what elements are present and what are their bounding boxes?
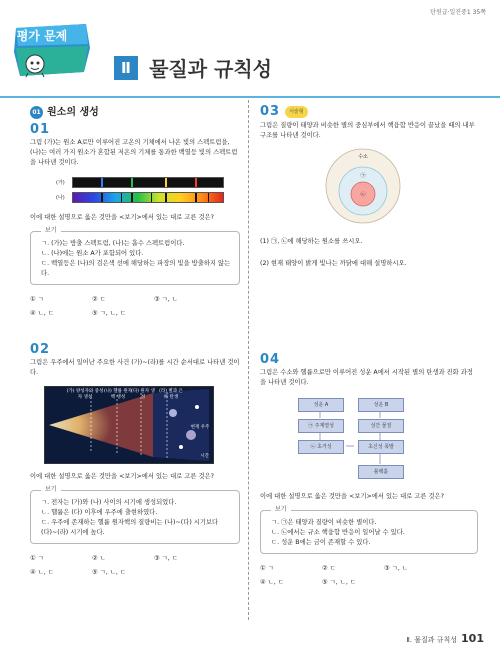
question-02 (30, 342, 240, 578)
bogi-item: ㄷ. 백열등은 (나)의 검은색 선에 해당하는 파장의 빛을 방출하지 않는다. (41, 260, 231, 277)
chapter-title: 물질과 규칙성 (149, 57, 272, 81)
timeline-label-ga: (가) 양성자와 중성자 생성 (66, 389, 104, 400)
answer-choices (260, 564, 478, 588)
spectrum-row-b (56, 192, 240, 203)
choice-2[interactable]: ② ㄷ (322, 565, 336, 572)
question-prompt: 이에 대한 설명으로 옳은 것만을 <보기>에서 있는 대로 고른 것은? (30, 473, 214, 480)
bogi-label: 보기 (41, 226, 61, 236)
chapter-title-wrap (114, 53, 272, 82)
bogi-item: ㄷ. 우주에 존재하는 헬륨 원자핵의 질량비는 (나)~(다) 시기보다 (다)~(라) 시기에 높다. (41, 519, 219, 536)
question-text: 그림은 수소와 헬륨으로만 이루어진 성운 A에서 시작된 별의 탄생과 진화 과정을 나타낸 것이다. (260, 369, 473, 386)
column-divider (248, 100, 249, 620)
bogi-item: ㄷ. 성운 B에는 금이 존재할 수 있다. (271, 539, 371, 546)
question-number: 02 (30, 342, 51, 357)
choice-1[interactable]: ① ㄱ (260, 565, 274, 572)
star-evolution-flowchart (296, 396, 446, 490)
footer-label: Ⅱ. 물질과 규칙성 (406, 636, 458, 644)
spectrum-row-a (56, 177, 240, 188)
universe-timeline-figure (44, 386, 214, 464)
choice-5[interactable]: ⑤ ㄱ, ㄴ, ㄷ (322, 579, 356, 586)
choice-1[interactable]: ① ㄱ (30, 296, 44, 303)
choice-1[interactable]: ① ㄱ (30, 555, 44, 562)
top-note: 탄원급·일진중1 35쪽 (430, 9, 486, 16)
question-text: 그림은 질량이 태양과 비슷한 별의 중심부에서 핵융합 반응이 끝났을 때의 내부 구조를 나타낸 것이다. (260, 122, 475, 139)
right-column (260, 106, 478, 588)
section-number: 01 (30, 106, 43, 119)
question-03 (260, 106, 478, 269)
page-header (0, 0, 500, 96)
bogi-box (260, 506, 478, 554)
bogi-item: ㄱ. (가)는 방출 스펙트럼, (나)는 흡수 스펙트럼이다. (41, 240, 185, 247)
question-number: 03 (260, 104, 281, 119)
left-column (30, 106, 240, 578)
spectrum-label: (나) (56, 194, 65, 201)
choice-4[interactable]: ④ ㄴ, ㄷ (260, 579, 284, 586)
essay-tag: 서술형 (285, 106, 308, 118)
flow-node: 초신성 폭발 (358, 440, 404, 454)
choice-4[interactable]: ④ ㄴ, ㄷ (30, 310, 54, 317)
timeline-axis-label: 시간 (200, 454, 209, 459)
badge-title: 대단원 (21, 11, 63, 27)
layer-outer-label: 수소 (358, 154, 368, 160)
badge-subtitle: 평가 문제 (16, 29, 68, 43)
bogi-item: ㄱ. ㉠은 태양과 질량이 비슷한 별이다. (271, 519, 377, 526)
mascot-icon (22, 52, 48, 78)
page-footer (406, 632, 484, 645)
bogi-item: ㄴ. ㉡에서는 규소 핵융합 반응이 일어날 수 있다. (271, 529, 405, 536)
question-prompt: 이에 대한 설명으로 옳은 것만을 <보기>에서 있는 대로 고른 것은? (260, 493, 444, 500)
question-header (260, 106, 478, 118)
header-rule (0, 96, 500, 98)
choice-2[interactable]: ② ㄷ (92, 296, 106, 303)
answer-choices (30, 295, 240, 319)
emission-spectrum (72, 177, 224, 188)
flow-node: 성운 B (358, 398, 404, 412)
choice-3[interactable]: ③ ㄱ, ㄷ (154, 555, 178, 562)
question-01 (30, 122, 240, 319)
bogi-label: 보기 (271, 505, 291, 515)
section-heading (30, 106, 240, 119)
question-prompt: 이에 대한 설명으로 옳은 것만을 <보기>에서 있는 대로 고른 것은? (30, 214, 214, 221)
subquestion-2: (2) 현재 태양이 밝게 빛나는 까닭에 대해 설명하시오. (260, 260, 407, 267)
choice-4[interactable]: ④ ㄴ, ㄷ (30, 569, 54, 576)
chapter-number: Ⅱ (114, 56, 138, 80)
flow-node: ㉠ 주계열성 (298, 419, 344, 433)
absorption-spectrum (72, 192, 224, 203)
layer-inner-label: ㉡ (360, 192, 366, 198)
timeline-label-ra: (라) 별과 은하 탄생 (159, 389, 183, 400)
bogi-box (30, 486, 240, 544)
timeline-label-da: (다) 원자 생성 (131, 389, 155, 400)
choice-5[interactable]: ⑤ ㄱ, ㄴ, ㄷ (92, 569, 126, 576)
choice-2[interactable]: ② ㄴ (92, 555, 106, 562)
bogi-item: ㄴ. (나)에는 원소 A가 포함되어 있다. (41, 250, 144, 257)
choice-3[interactable]: ③ ㄱ, ㄴ (154, 296, 178, 303)
subquestion-1: (1) ㉠, ㉡에 해당하는 원소를 쓰시오. (260, 238, 363, 245)
timeline-label-na: (나) 헬륨 원자핵 생성 (103, 389, 133, 400)
flow-node: ㉡ 초거성 (298, 440, 344, 454)
flow-node: 성간 물질 (358, 419, 404, 433)
flow-node: 성운 A (298, 398, 344, 412)
spectrum-label: (가) (56, 179, 65, 186)
choice-3[interactable]: ③ ㄱ, ㄴ (384, 565, 408, 572)
question-04 (260, 352, 478, 588)
question-number: 01 (30, 122, 51, 137)
question-number: 04 (260, 352, 281, 367)
flow-node: 블랙홀 (358, 465, 404, 479)
bogi-label: 보기 (41, 485, 61, 495)
section-title: 원소의 생성 (47, 106, 99, 118)
page-number: 101 (461, 632, 484, 645)
star-structure-figure (324, 147, 402, 225)
choice-5[interactable]: ⑤ ㄱ, ㄴ, ㄷ (92, 310, 126, 317)
bogi-item: ㄴ. 헬륨은 (다) 이후에 우주에 출현하였다. (41, 509, 158, 516)
bogi-box (30, 227, 240, 285)
timeline-side-label: 현재 우주 (190, 425, 210, 430)
bogi-item: ㄱ. 전자는 (가)와 (나) 사이의 시기에 생성되었다. (41, 499, 177, 506)
layer-middle-label: ㉠ (360, 173, 366, 179)
question-text: 그림 (가)는 원소 A로만 이루어진 고온의 기체에서 나온 빛의 스펙트럼을, (나)는 여러 가지 원소가 혼합된 저온의 기체를 통과한 백열등 빛의 스펙트럼을 나타낸 것이다. (30, 139, 238, 166)
answer-choices (30, 554, 240, 578)
question-text: 그림은 우주에서 일어난 주요한 사건 (가)~(라)를 시간 순서대로 나타낸 것이다. (30, 359, 240, 376)
